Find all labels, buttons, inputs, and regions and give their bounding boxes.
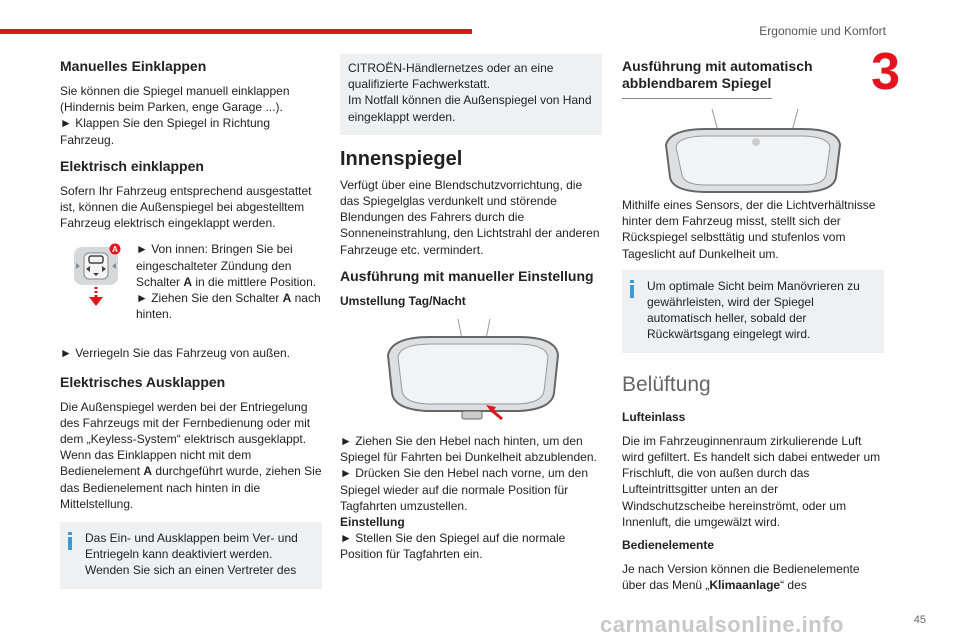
text-electric-unfold: Die Außenspiegel werden bei der Entriegelung des Fahrzeugs mit der Fernbedienung oder mit dem „Keyless-System“ elektrisch ausgeklappt. Wenn das Einklappen nicht mit dem Bedienelement A durchgeführt wurde, ziehen Sie das Bedienelement nach hinten in die Mittelstellung.	[60, 399, 322, 511]
mirror-switch-icon	[70, 243, 130, 315]
heading-auto-dimming: Ausführung mit automatisch abblendbarem Spiegel	[622, 58, 813, 91]
info-note-reverse: Um optimale Sicht beim Manövrieren zu gewährleisten, wird der Spiegel automatisch heller, sobald der Rückwärtsgang eingelegt wird.	[622, 270, 884, 353]
heading-ventilation: Belüftung	[622, 372, 711, 396]
heading-manual-adjust: Ausführung mit manueller Einstellung	[340, 267, 594, 284]
heading-day-night: Umstellung Tag/Nacht	[340, 293, 466, 308]
step-ignition: ► Von innen: Bringen Sie bei eingeschalteter Zündung den Schalter A in die mittlere Position.	[136, 242, 317, 289]
info-note-continued: CITROËN-Händlernetzes oder an eine qualifizierte Fachwerkstatt. Im Notfall können die Außenspiegel von Hand eingeklappt werden.	[340, 54, 602, 135]
text-controls: Je nach Version können die Bedienelemente über das Menü „Klimaanlage“ des	[622, 562, 860, 593]
rearview-mirror-lever-image	[340, 317, 602, 425]
text-auto-dimming: Mithilfe eines Sensors, der die Lichtverhältnisse hinter dem Fahrzeug misst, stellt sich der Rückspiegel selbsttätig und stufenlos vom Tageslicht auf Dunkelheit um.	[622, 198, 876, 261]
column-1	[60, 58, 322, 589]
text-manual-fold: Sie können die Spiegel manuell einklappen (Hindernis beim Parken, enge Garage ...).	[60, 84, 290, 115]
step-setting: ► Stellen Sie den Spiegel auf die normale Position für Tagfahrten ein.	[340, 531, 566, 562]
header-accent-bar	[0, 29, 472, 34]
info-note-fold: Das Ein- und Ausklappen beim Ver- und Entriegeln kann deaktiviert werden. Wenden Sie sich an einen Vertreter des	[60, 522, 322, 589]
step-push-lever: ► Drücken Sie den Hebel nach vorne, um den Spiegel wieder auf die normale Position für Tagfahrten umzustellen.	[340, 466, 589, 513]
heading-electric-fold: Elektrisch einklappen	[60, 157, 204, 174]
section-title: Ergonomie und Komfort	[759, 24, 886, 38]
heading-manual-fold: Manuelles Einklappen	[60, 58, 207, 74]
step-pull-lever: ► Ziehen Sie den Hebel nach hinten, um den Spiegel für Fahrten bei Dunkelheit abzublenden.	[340, 434, 597, 465]
page-number: 45	[913, 614, 926, 626]
fold-switch-block	[60, 241, 322, 339]
text-electric-fold: Sofern Ihr Fahrzeug entsprechend ausgestattet ist, können die Außenspiegel bei abgestelltem Fahrzeug elektrisch eingeklappt werden.	[60, 183, 312, 231]
auto-dimming-mirror-image	[622, 107, 884, 193]
heading-inner-mirror: Innenspiegel	[340, 147, 463, 170]
heading-setting: Einstellung	[340, 515, 405, 530]
step-manual-fold: ► Klappen Sie den Spiegel in Richtung Fahrzeug.	[60, 116, 271, 147]
info-icon	[68, 532, 72, 550]
text-air-intake: Die im Fahrzeuginnenraum zirkulierende Luft wird gefiltert. Es handelt sich dabei entweder um Frischluft, die von außen durch das Lufteintrittsgitter unten an der Windschutzscheibe hereinströmt, oder um Innenluft, die umgewälzt wird.	[622, 433, 881, 529]
step-lock-vehicle: ► Verriegeln Sie das Fahrzeug von außen.	[60, 346, 291, 361]
heading-underline	[622, 98, 772, 99]
column-3	[622, 58, 884, 601]
switch-label-a: A	[112, 245, 118, 255]
info-icon	[630, 280, 634, 298]
heading-controls: Bedienelemente	[622, 538, 715, 553]
text-inner-mirror: Verfügt über eine Blendschutzvorrichtung, die das Spiegelglas verdunkelt und störende Blendungen des Fahrers durch die Sonneneinstrahlung, den Lichtstrahl der anderen Fahrzeuge etc. vermindert.	[340, 177, 600, 257]
column-2	[340, 54, 602, 570]
heading-electric-unfold: Elektrisches Ausklappen	[60, 373, 226, 390]
heading-air-intake: Lufteinlass	[622, 409, 686, 424]
chapter-number: 3	[871, 43, 900, 101]
footer-watermark: carmanualsonline.info	[600, 612, 844, 637]
step-pull-switch: ► Ziehen Sie den Schalter A nach hinten.	[136, 291, 321, 322]
